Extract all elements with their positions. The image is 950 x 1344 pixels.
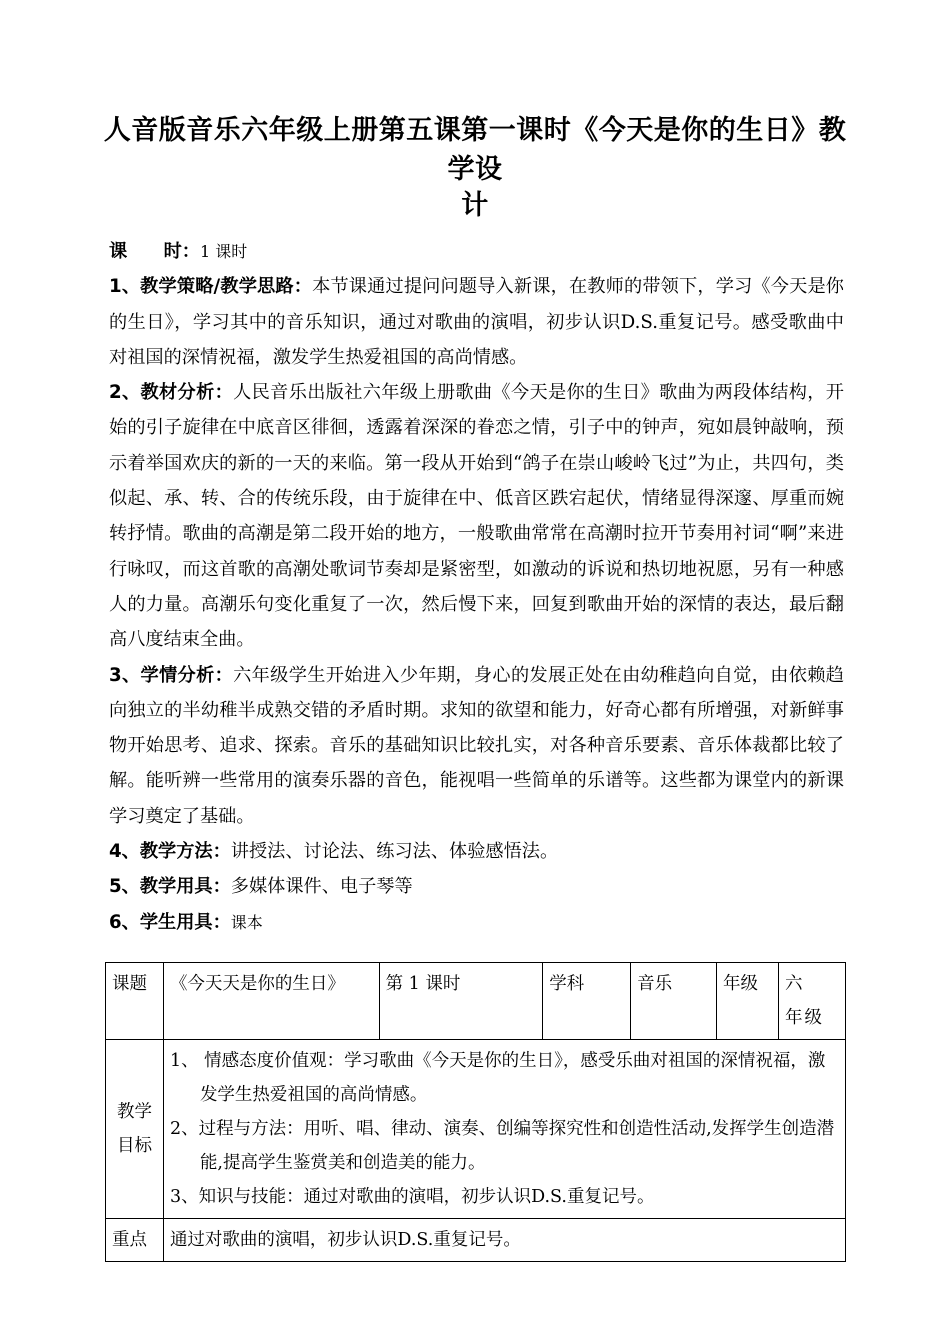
table-cell-topic-label: 课题: [106, 963, 164, 1040]
objective-item: 1、 情感态度价值观：学习歌曲《今天是你的生日》，感受乐曲对祖国的深情祝福，激发学生热爱祖国的高尚情感。: [169, 1051, 826, 1105]
section-material-analysis: [109, 375, 844, 657]
section-teaching-tools: [109, 869, 844, 904]
table-cell-keypoint-label: 重点: [106, 1219, 164, 1262]
table-cell-grade: 六 年级: [778, 963, 845, 1040]
table-cell-subject-label: 学科: [543, 963, 631, 1040]
table-header-row: [106, 963, 846, 1040]
section-label: 6、学生用具：: [109, 911, 231, 933]
table-cell-keypoint: 通过对歌曲的演唱，初步认识D.S.重复记号。: [163, 1219, 845, 1262]
document-title-line-2: 计: [461, 190, 489, 221]
table-keypoint-row: [106, 1219, 846, 1262]
table-cell-topic: 《今天天是你的生日》: [163, 963, 379, 1040]
section-learner-analysis: [109, 658, 844, 834]
section-text: 六年级学生开始进入少年期，身心的发展正处在由幼稚趋向自觉，由依赖趋向独立的半幼稚半成熟交错的矛盾时期。求知的欲望和能力，好奇心都有所增强，对新鲜事物开始思考、追求、探索。音乐的基础知识比较扎实，对各种音乐要素、音乐体裁都比较了解。能听辨一些常用的演奏乐器的音色，能视唱一些简单的乐谱等。这些都为课堂内的新课学习奠定了基础。: [109, 664, 844, 827]
section-label: 3、学情分析：: [109, 664, 234, 686]
section-text: 本节课通过提问问题导入新课，在教师的带领下，学习《今天是你的生日》，学习其中的音乐知识，通过对歌曲的演唱，初步认识D.S.重复记号。感受歌曲中对祖国的深情祝福，激发学生热爱祖国的高尚情感。: [109, 276, 844, 368]
section-text: 人民音乐出版社六年级上册歌曲《今天是你的生日》歌曲为两段体结构，开始的引子旋律在中底音区徘徊，透露着深深的眷恋之情，引子中的钟声，宛如晨钟敲响，预示着举国欢庆的新的一天的来临。第一段从开始到“鸽子在崇山峻岭飞过”为止，共四句，类似起、承、转、合的传统乐段，由于旋律在中、低音区跌宕起伏，情绪显得深邃、厚重而婉转抒情。歌曲的高潮是第二段开始的地方，一般歌曲常常在高潮时拉开节奏用衬词“啊”来进行咏叹，而这首歌的高潮处歌词节奏却是紧密型，如激动的诉说和热切地祝愿，另有一种感人的力量。高潮乐句变化重复了一次，然后慢下来，回复到歌曲开始的深情的表达，最后翻高八度结束全曲。: [109, 382, 844, 651]
table-cell-period: 第 1 课时: [379, 963, 543, 1040]
objective-item: 2、过程与方法：用听、唱、律动、演奏、创编等探究性和创造性活动,发挥学生创造潜能,提高学生鉴赏美和创造美的能力。: [169, 1119, 835, 1173]
table-objectives-row: [106, 1040, 846, 1219]
lesson-info-table: [105, 962, 846, 1262]
period-value: 1 课时: [199, 242, 248, 261]
section-label: 5、教学用具：: [109, 876, 231, 898]
table-cell-objectives-label: 教学目标: [106, 1040, 164, 1219]
section-text: 课本: [230, 912, 263, 932]
section-student-tools: [109, 905, 844, 940]
table-cell-objectives: [163, 1040, 845, 1219]
section-teaching-methods: [109, 834, 844, 869]
section-label: 2、教材分析：: [109, 382, 234, 404]
section-label: 1、教学策略/教学思路：: [109, 276, 313, 298]
section-label: 4、教学方法：: [109, 841, 231, 863]
document-body: [109, 234, 844, 940]
section-strategy: [109, 269, 844, 375]
section-text: 讲授法、讨论法、练习法、体验感悟法。: [230, 841, 559, 863]
table-cell-grade-label: 年级: [717, 963, 779, 1040]
section-text: 多媒体课件、电子琴等: [230, 876, 413, 898]
table-cell-subject: 音乐: [631, 963, 717, 1040]
period-label: 课 时：: [109, 241, 200, 262]
period-line: [109, 234, 844, 269]
objective-item: 3、知识与技能：通过对歌曲的演唱，初步认识D.S.重复记号。: [169, 1187, 655, 1207]
document-title-line-1: 人音版音乐六年级上册第五课第一课时《今天是你的生日》教学设: [103, 115, 847, 185]
